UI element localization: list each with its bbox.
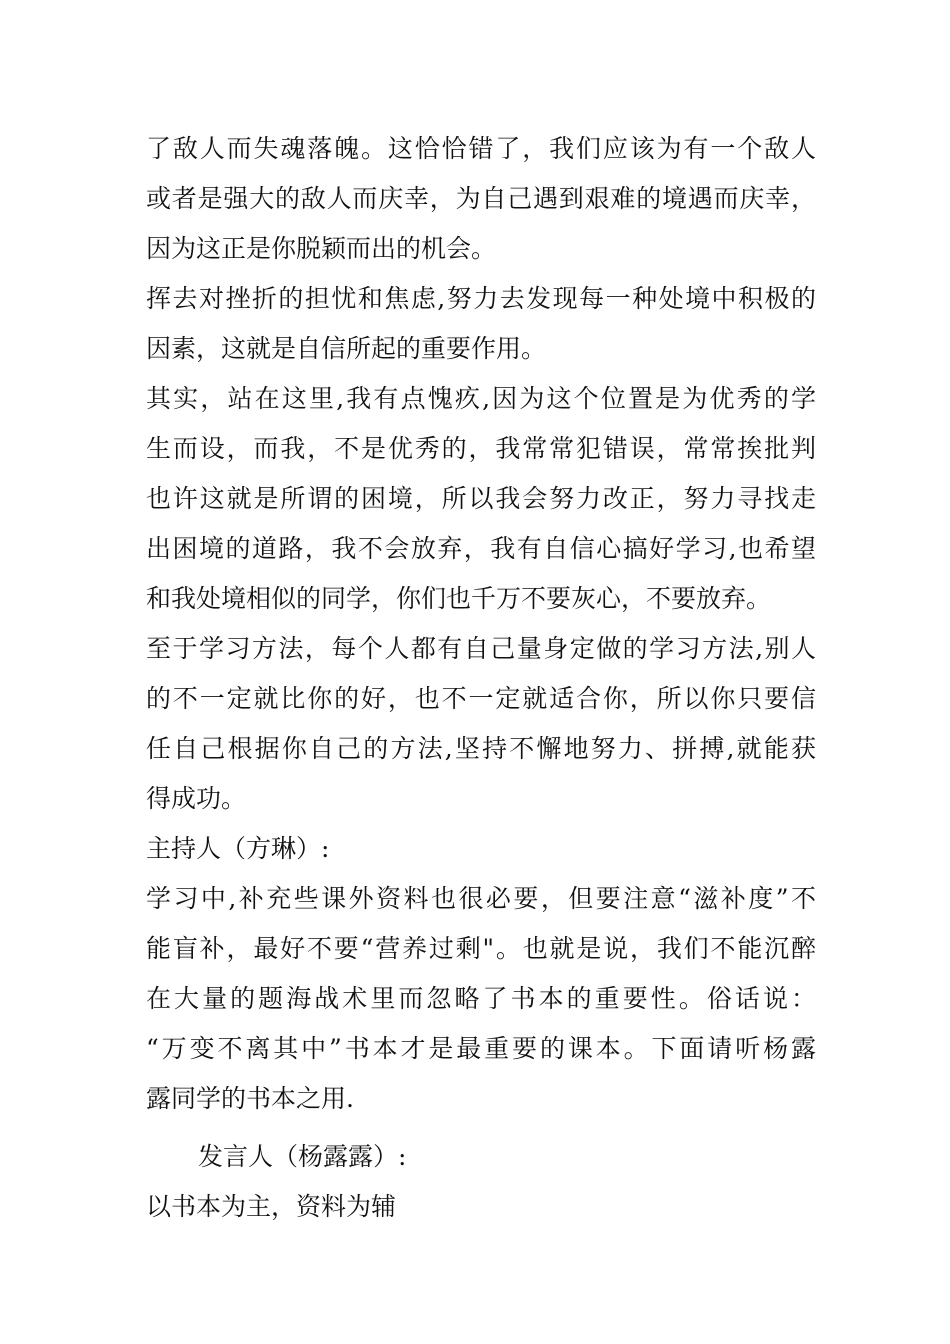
paragraph-gap (146, 1124, 816, 1132)
text-line: 其实，站在这里,我有点愧疚,因为这个位置是为优秀的学 (146, 384, 816, 413)
text-line: “万变不离其中”书本才是最重要的课本。下面请听杨露 (146, 1034, 816, 1063)
text-line: 了敌人而失魂落魄。这恰恰错了，我们应该为有一个敌人 (146, 134, 816, 163)
text-line: 露同学的书本之用. (146, 1084, 354, 1113)
text-line: 学习中,补充些课外资料也很必要，但要注意“滋补度”不 (146, 884, 816, 913)
text-line: 能盲补，最好不要“营养过剩"。也就是说，我们不能沉醉 (146, 934, 816, 963)
text-line: 因素，这就是自信所起的重要作用。 (146, 334, 547, 363)
text-line: 出困境的道路，我不会放弃，我有自信心搞好学习,也希望 (146, 534, 816, 563)
document-body (146, 124, 816, 1232)
text-line: 的不一定就比你的好，也不一定就适合你，所以你只要信 (146, 684, 816, 713)
speaker-heading: 主持人（方琳）: (146, 834, 330, 863)
speaker-heading: 发言人（杨露露）: (198, 1142, 407, 1171)
text-line: 生而设，而我，不是优秀的，我常常犯错误，常常挨批判 (146, 434, 816, 463)
text-line: 任自己根据你自己的方法,坚持不懈地努力、拼搏,就能获 (146, 734, 816, 763)
section-title: 以书本为主，资料为辅 (146, 1192, 397, 1221)
text-line: 也许这就是所谓的困境，所以我会努力改正，努力寻找走 (146, 484, 816, 513)
text-line: 在大量的题海战术里而忽略了书本的重要性。俗话说： (146, 984, 816, 1013)
text-line: 和我处境相似的同学，你们也千万不要灰心，不要放弃。 (146, 584, 772, 613)
text-line: 或者是强大的敌人而庆幸，为自己遇到艰难的境遇而庆幸， (146, 184, 816, 213)
text-line: 因为这正是你脱颖而出的机会。 (146, 234, 497, 263)
text-line: 至于学习方法，每个人都有自己量身定做的学习方法,别人 (146, 634, 816, 663)
text-line: 挥去对挫折的担忧和焦虑,努力去发现每一种处境中积极的 (146, 284, 816, 313)
text-line: 得成功。 (146, 784, 247, 813)
